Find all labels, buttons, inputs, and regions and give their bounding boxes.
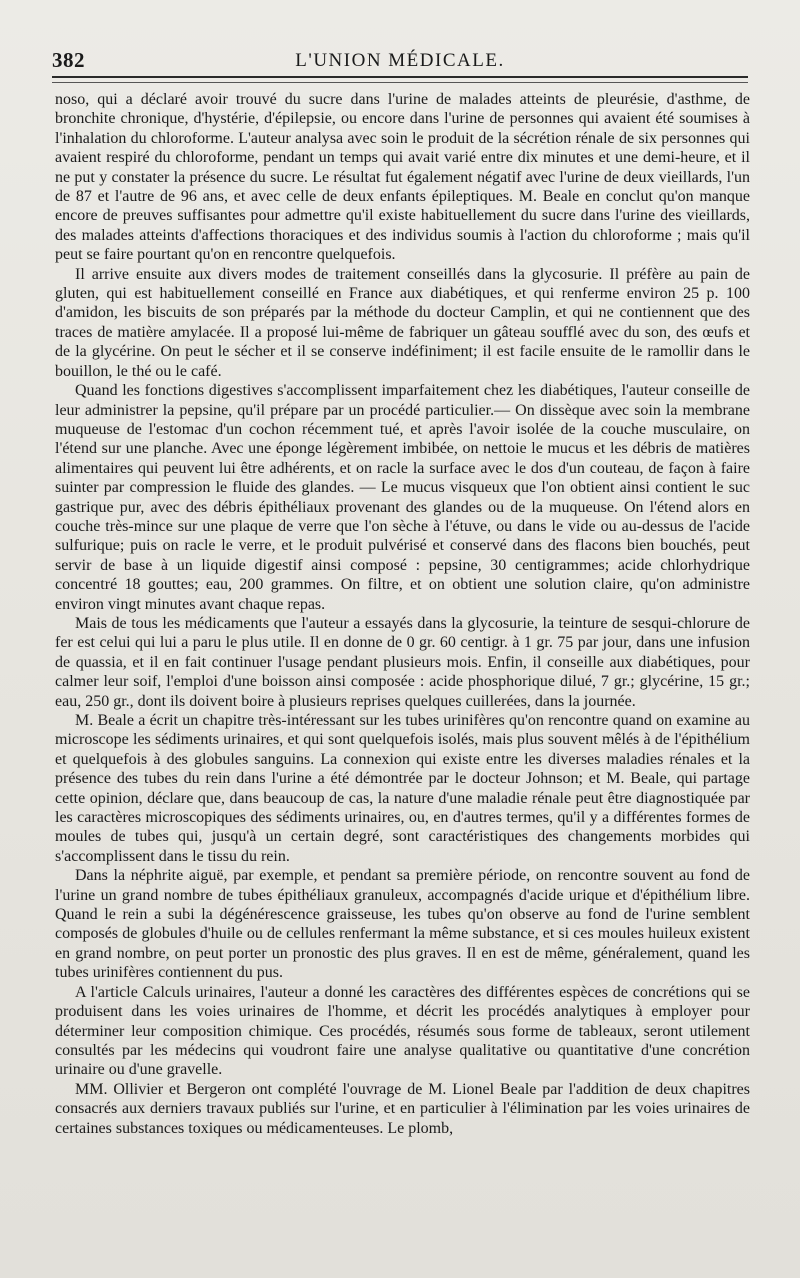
paragraph: M. Beale a écrit un chapitre très-intéressant sur les tubes urinifères qu'on rencontre quand on examine au microscope les sédiments urinaires, et qui sont quelquefois isolés, mais plus souvent mêlés à de l'épithélium et quelquefois à des globules sanguins. La connexion qui existe entre les diverses maladies rénales et la présence des tubes du rein dans l'urine a été démontrée par le docteur Johnson; et M. Beale, qui partage cette opinion, déclare que, dans beaucoup de cas, la nature d'une maladie rénale peut être diagnostiquée par les caractères microscopiques des sédiments urinaires, ou, en d'autres termes, qu'il y a différentes formes de moules de tubes qui, jusqu'à un certain degré, sont caractéristiques des changements morbides qui s'accomplissent dans le tissu du rein. <box>55 712 750 865</box>
header-rule <box>52 76 748 78</box>
paragraph: Quand les fonctions digestives s'accomplissent imparfaitement chez les diabétiques, l'auteur conseille de leur administrer la pepsine, qu'il prépare par un procédé particulier.— On dissèque avec soin la membrane muqueuse de l'estomac d'un cochon récemment tué, et après l'avoir isolée de la couche musculaire, on l'étend sur une planche. Avec une éponge légèrement imbibée, on nettoie le mucus et les débris de matières alimentaires qui peuvent lui être adhérents, et on racle la surface avec le dos d'un couteau, de façon à faire suinter par compression le fluide des glandes. — Le mucus visqueux que l'on obtient ainsi contient le suc gastrique pur, avec des débris épithéliaux provenant des glandes ou de la muqueuse. On l'étend alors en couche très-mince sur une plaque de verre que l'on sèche à l'étuve, ou dans le vide ou au-dessus de l'acide sulfurique; puis on racle le verre, et le produit pulvérisé et conservé dans des flacons bien bouchés, peut servir de base à un liquide digestif ainsi composé : pepsine, 30 centigrammes; acide chlorhydrique concentré 18 gouttes; eau, 200 grammes. On filtre, et on obtient une solution claire, qu'on administre environ vingt minutes avant chaque repas. <box>55 382 750 613</box>
page-number: 382 <box>52 48 85 72</box>
paragraph: A l'article Calculs urinaires, l'auteur a donné les caractères des différentes espèces de concrétions qui se produisent dans les voies urinaires de l'homme, et décrit les procédés analytiques à employer pour déterminer leur composition chimique. Ces procédés, résumés sous forme de tableaux, seront utilement consultés par les médecins qui voudront faire une analyse qualitative ou quantitative d'une concrétion urinaire ou d'une gravelle. <box>55 983 750 1079</box>
paragraph: Il arrive ensuite aux divers modes de traitement conseillés dans la glycosurie. Il préfère au pain de gluten, qui est habituellement conseillé en France aux diabétiques, et qui renferme environ 25 p. 100 d'amidon, les biscuits de son préparés par la méthode du docteur Camplin, et qui ne contiennent que des traces de matière amylacée. Il a proposé lui-même de fabriquer un gâteau soufflé avec du son, des œufs et de la glycérine. On peut le sécher et il se conserve indéfiniment; il est facile ensuite de le ramollir dans le bouillon, le thé ou le café. <box>55 265 750 380</box>
paragraph: MM. Ollivier et Bergeron ont complété l'ouvrage de M. Lionel Beale par l'addition de deux chapitres consacrés aux derniers travaux publiés sur l'urine, et en particulier à l'élimination par les voies urinaires de certaines substances toxiques ou médicamenteuses. Le plomb, <box>55 1080 750 1137</box>
body-text <box>55 90 750 1138</box>
paragraph: Mais de tous les médicaments que l'auteur a essayés dans la glycosurie, la teinture de sesqui-chlorure de fer est celui qui lui a paru le plus utile. Il en donne de 0 gr. 60 centigr. à 1 gr. 75 par jour, dans une infusion de quassia, et il en fait continuer l'usage pendant plusieurs mois. Enfin, il conseille aux diabétiques, pour calmer leur soif, l'emploi d'une boisson ainsi composée : acide phosphorique dilué, 7 gr.; glycérine, 15 gr.; eau, 250 gr., dont ils doivent boire à plusieurs reprises quelques cuillerées, dans la journée. <box>55 614 750 710</box>
paragraph: Dans la néphrite aiguë, par exemple, et pendant sa première période, on rencontre souvent au fond de l'urine un grand nombre de tubes épithéliaux granuleux, accompagnés d'acide urique et d'épithélium libre. Quand le rein a subi la dégénérescence graisseuse, les tubes qu'on observe au fond de l'urine semblent composés de globules d'huile ou de cellules renfermant la même substance, et si ces moules huileux existent en grand nombre, on peut porter un pronostic des plus graves. Il en est de même, généralement, quand les tubes urinifères contiennent du pus. <box>55 867 750 982</box>
paragraph: noso, qui a déclaré avoir trouvé du sucre dans l'urine de malades atteints de pleurésie, d'asthme, de bronchite chronique, d'hystérie, d'épilepsie, ou encore dans l'urine de personnes qui avaient été soumises à l'inhalation du chloroforme. L'auteur analysa avec soin le produit de la sécrétion rénale de six personnes qui avaient respiré du chloroforme, pendant un temps qui avait varié entre dix minutes et une demi-heure, et il ne put y constater la présence du sucre. Le résultat fut également négatif avec l'urine de deux vieillards, l'un de 87 et l'autre de 96 ans, et avec celle de deux enfants épileptiques. M. Beale en conclut qu'on manque encore de preuves suffisantes pour admettre qu'il existe habituellement du sucre dans l'urine des vieillards, des malades atteints d'affections thoraciques et des individus soumis à l'action du chloroforme ; mais qu'il peut se faire pourtant qu'on en rencontre quelquefois. <box>55 91 750 264</box>
running-title: L'UNION MÉDICALE. <box>295 50 505 71</box>
header-rule-thin <box>52 82 748 83</box>
page-header <box>52 48 748 78</box>
